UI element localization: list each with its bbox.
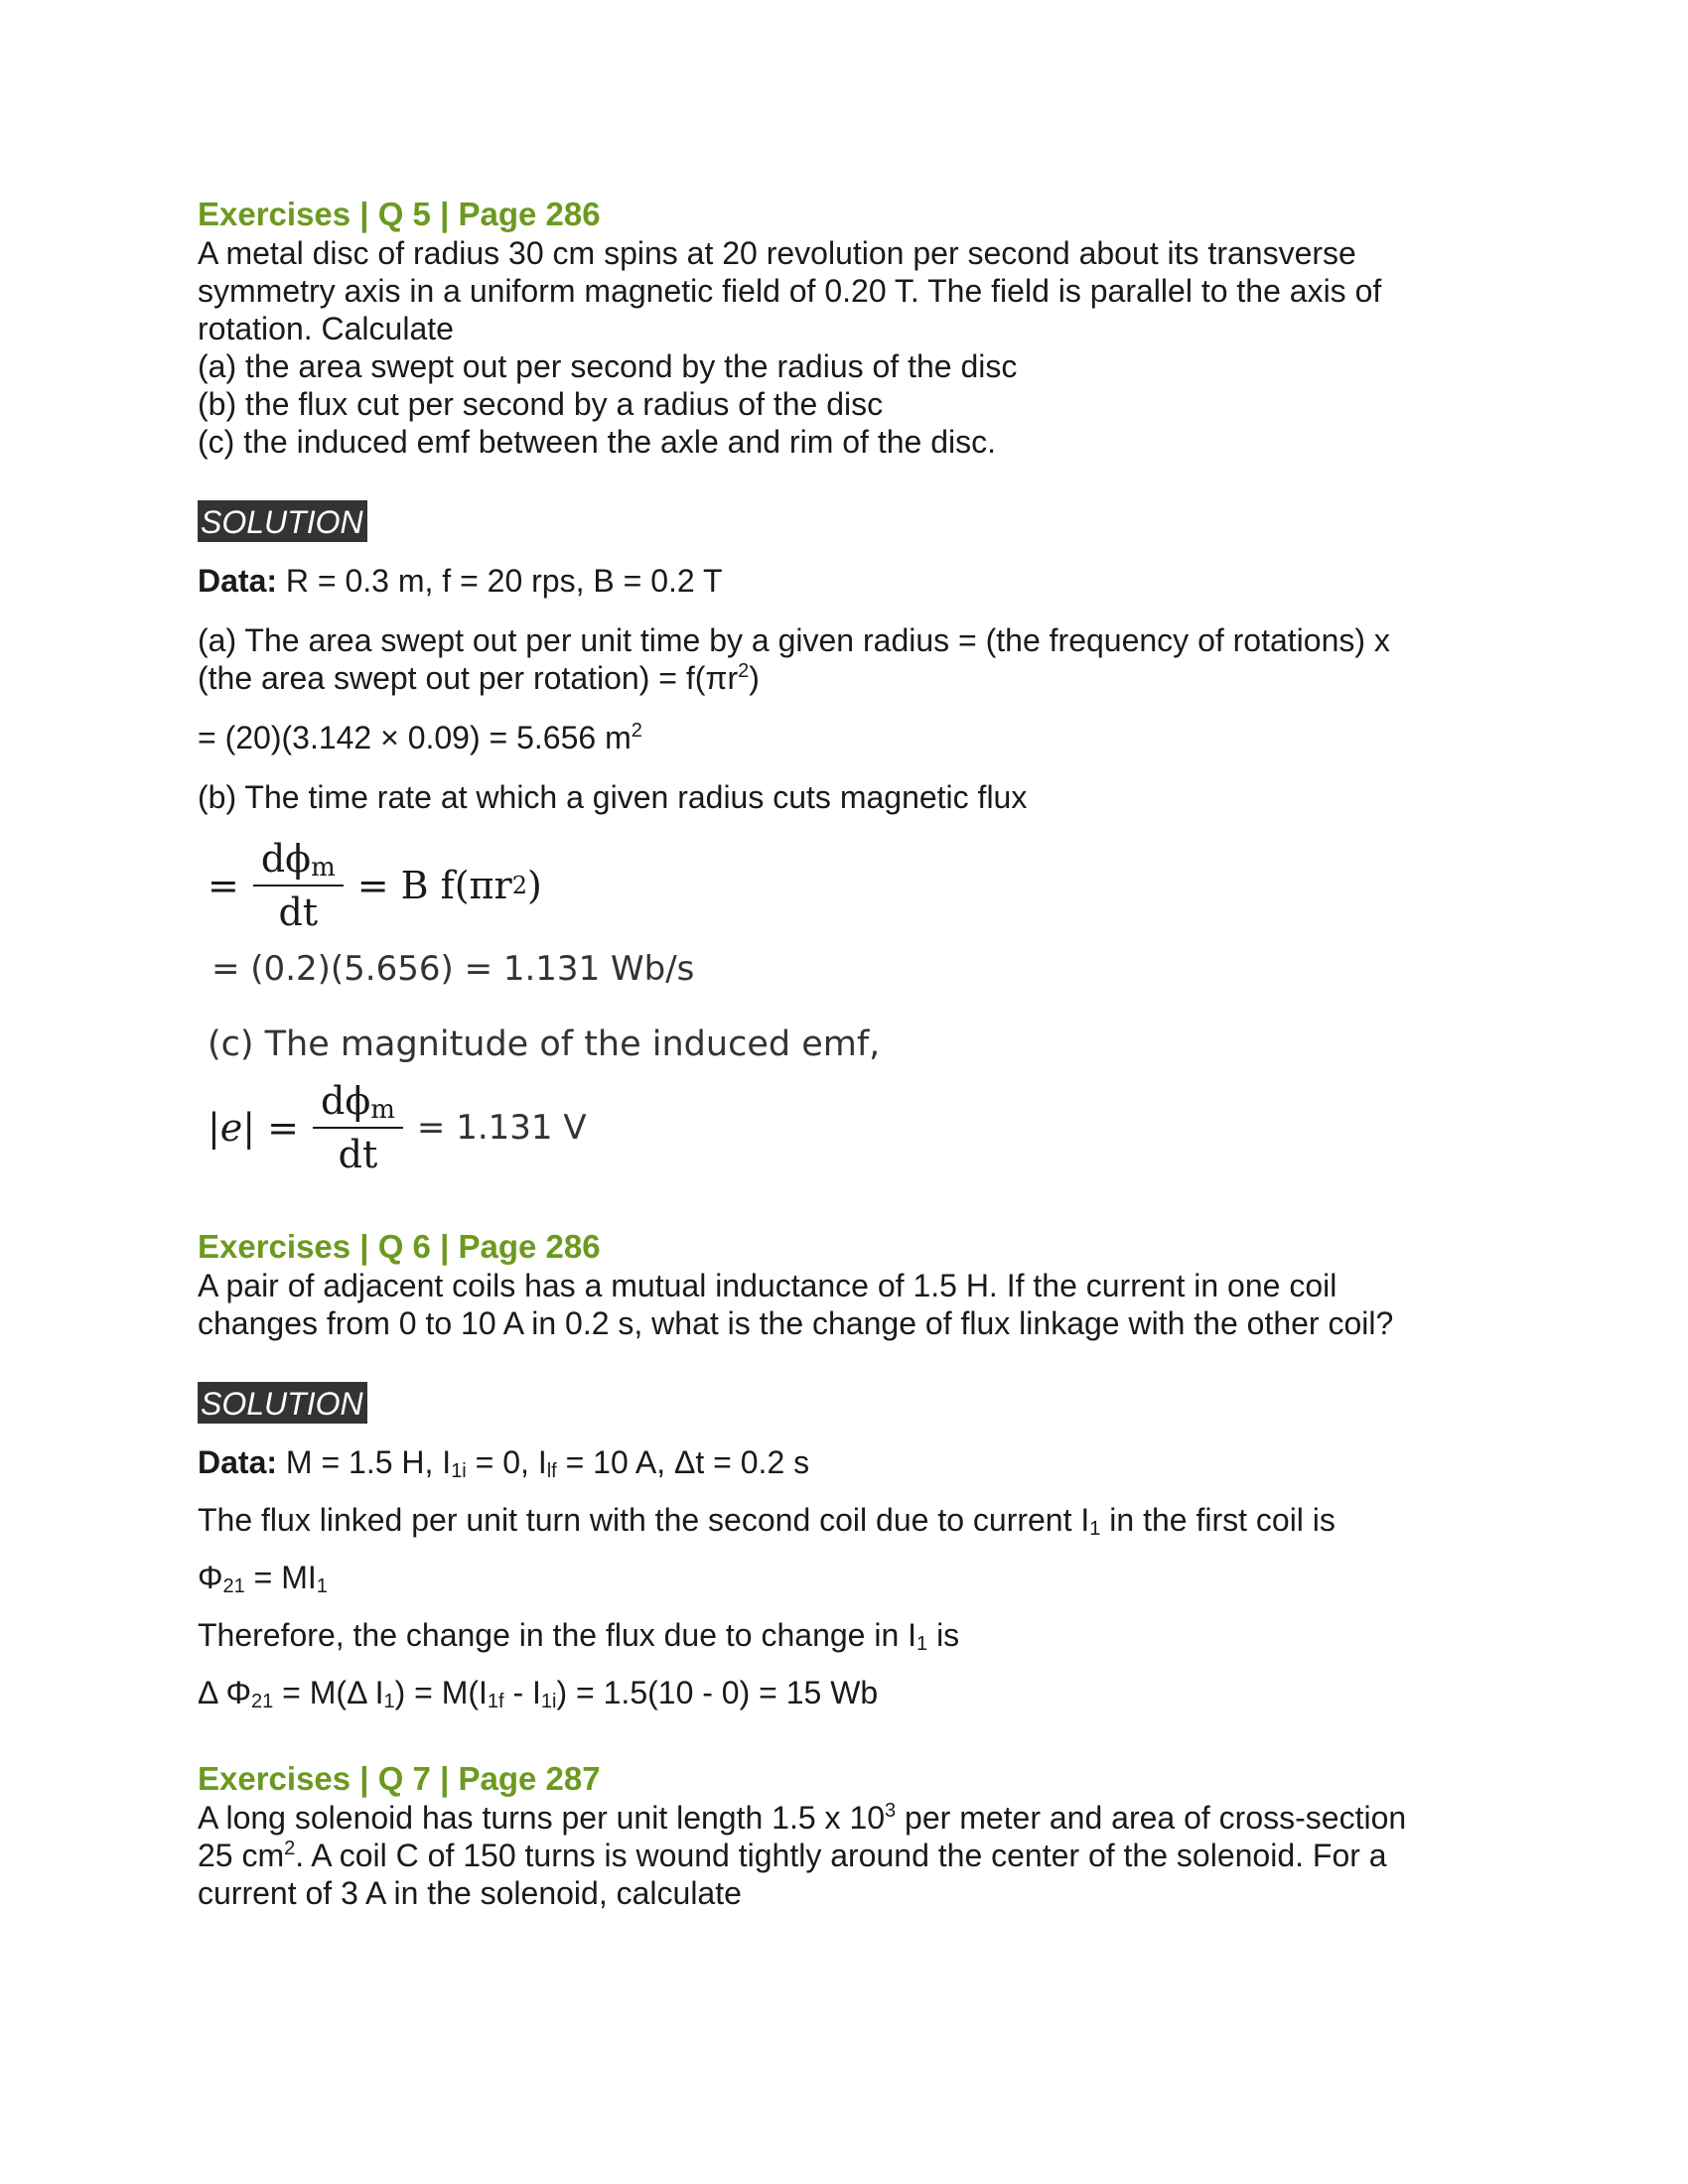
q5-heading: Exercises | Q 5 | Page 286 (198, 196, 601, 232)
question-line: current of 3 A in the solenoid, calculate (198, 1875, 742, 1911)
q6-heading: Exercises | Q 6 | Page 286 (198, 1228, 601, 1265)
question-line: symmetry axis in a uniform magnetic field of 0.20 T. The field is parallel to the axis of (198, 273, 1382, 309)
q6-question (198, 1267, 1488, 1342)
question-line: A metal disc of radius 30 cm spins at 20 revolution per second about its transverse (198, 235, 1356, 271)
q6-line4: Δ $\Phi_{21} = M(\Delta$ $I_1) = M(I_{1f} - I_{1i}) = 1.5(10 - 0) = 15$ Wb (198, 1675, 879, 1712)
question-line: (c) the induced emf between the axle and rim of the disc. (198, 424, 996, 460)
question-line: A long solenoid has turns per unit length 1.5 x $10^3$ per meter and area of cross-section (198, 1800, 1407, 1836)
document-page (198, 195, 1488, 1912)
q6-line3: Therefore, the change in the flux due to change in $I_1$ is (198, 1617, 960, 1655)
q5-b-line: (b) The time rate at which a given radius cuts magnetic flux (198, 779, 1028, 815)
question-line: 25 $cm^2$. A coil C of 150 turns is wound tightly around the center of the solenoid. For a (198, 1838, 1387, 1873)
solution-badge: SOLUTION (198, 1382, 367, 1424)
q6-data: Data: M = 1.5 H, $I_{1i} = 0$, $I_{lf} = 10$ A, Δt = 0.2 s (198, 1444, 810, 1482)
q6-line2: $\Phi_{21} = MI_1$ (198, 1560, 328, 1597)
question-line: (a) the area swept out per second by the radius of the disc (198, 348, 1018, 384)
question-line: (b) the flux cut per second by a radius of the disc (198, 386, 884, 422)
fraction: $\frac{d\phi_m}{dt}$ (253, 837, 344, 934)
fraction: $\frac{d\phi_m}{dt}$ (313, 1079, 403, 1176)
q7-question (198, 1799, 1488, 1912)
q5-data: Data: R = 0.3 m, f = 20 rps, B = 0.2 T (198, 563, 723, 599)
q5-a-calc: = (20)(3.142 × 0.09) = 5.656 $m^2$ (198, 720, 642, 755)
q6-line1: The flux linked per unit turn with the second coil due to current $I_1$ in the first coil is (198, 1502, 1336, 1540)
q5-a-line1: (a) The area swept out per unit time by a given radius = (the frequency of rotations) x (198, 622, 1390, 658)
q5-question (198, 234, 1488, 461)
question-line: rotation. Calculate (198, 311, 454, 346)
q5-b-equation: = $\frac{d\phi_m}{dt}$ = B f(πr 2 ) (208, 837, 542, 934)
q7-heading: Exercises | Q 7 | Page 287 (198, 1760, 601, 1797)
solution-badge: SOLUTION (198, 500, 367, 542)
question-line: A pair of adjacent coils has a mutual inductance of 1.5 H. If the current in one coil (198, 1268, 1337, 1303)
question-line: changes from 0 to 10 A in 0.2 s, what is the change of flux linkage with the other coil? (198, 1305, 1394, 1341)
q5-c-line: (c) The magnitude of the induced emf, (208, 1024, 881, 1064)
q5-b-calc: = (0.2)(5.656) = 1.131 Wb/s (211, 949, 695, 989)
q5-c-equation: |e| = $\frac{d\phi_m}{dt}$ = 1.131 V (208, 1079, 587, 1176)
q5-a-line2: (the area swept out per rotation) = $f(\pi r^2)$ (198, 660, 760, 696)
